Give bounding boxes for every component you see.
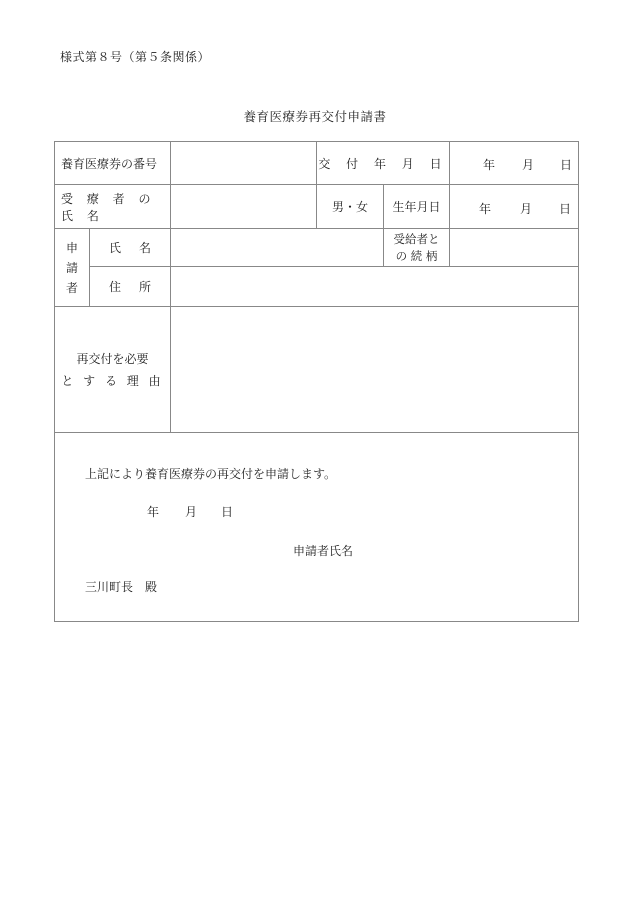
medical-voucher-number-field[interactable] [171,142,316,184]
applicant-name-label [90,229,170,266]
applicant-address-label [90,267,170,306]
document-title: 養育医療券再交付申請書 [243,109,387,124]
reason-label-line1: 再交付を必要 [76,351,149,366]
declaration-date-field[interactable] [135,497,255,521]
birth-date-field[interactable] [450,185,579,228]
application-form-table [54,141,579,622]
relationship-label-line2: の 続 柄 [395,248,438,263]
applicant-char: 者 [65,280,78,295]
applicant-signature-label: 申請者氏名 [293,544,354,558]
applicant-char: 申 [65,240,78,255]
medical-voucher-number-label: 養育医療券の番号 [61,156,158,171]
declaration-year-unit: 年 [147,505,160,519]
relationship-label-line1: 受給者と [393,231,440,246]
label-char: 氏 [108,241,121,255]
label-char: 所 [138,280,151,294]
relationship-label [384,229,449,266]
patient-name-label: 受 療 者 の 氏 名 [61,191,156,223]
birth-date-label: 生年月日 [392,200,441,214]
applicant-signature-field[interactable] [355,536,555,560]
label-char: 住 [108,280,121,294]
relationship-field[interactable] [450,229,579,266]
applicant-group-label [55,229,89,306]
birth-day-unit: 日 [559,202,572,216]
birth-year-unit: 年 [479,202,492,216]
birth-month-unit: 月 [520,202,533,216]
applicant-name-field[interactable] [171,229,383,266]
declaration-month-unit: 月 [185,505,198,519]
issue-month-unit: 月 [522,158,535,172]
addressee: 三川町長 殿 [85,580,158,594]
form-code: 様式第８号（第５条関係） [60,50,211,64]
reissue-reason-field[interactable] [171,307,579,432]
issue-day-unit: 日 [560,158,573,172]
applicant-address-field[interactable] [171,267,579,306]
reissue-reason-label [55,307,170,432]
sex-selector[interactable]: 男・女 [331,200,368,214]
applicant-char: 請 [65,260,78,275]
label-char: 名 [138,241,151,255]
issue-date-field[interactable] [450,142,579,184]
declaration-statement: 上記により養育医療券の再交付を申請します。 [85,467,337,481]
issue-year-unit: 年 [483,158,496,172]
reason-label-line2: と す る 理 由 [61,373,164,388]
patient-name-field[interactable] [171,185,316,228]
row-divider [55,432,579,433]
declaration-day-unit: 日 [221,505,234,519]
issue-date-label: 交 付 年 月 日 [318,156,448,171]
